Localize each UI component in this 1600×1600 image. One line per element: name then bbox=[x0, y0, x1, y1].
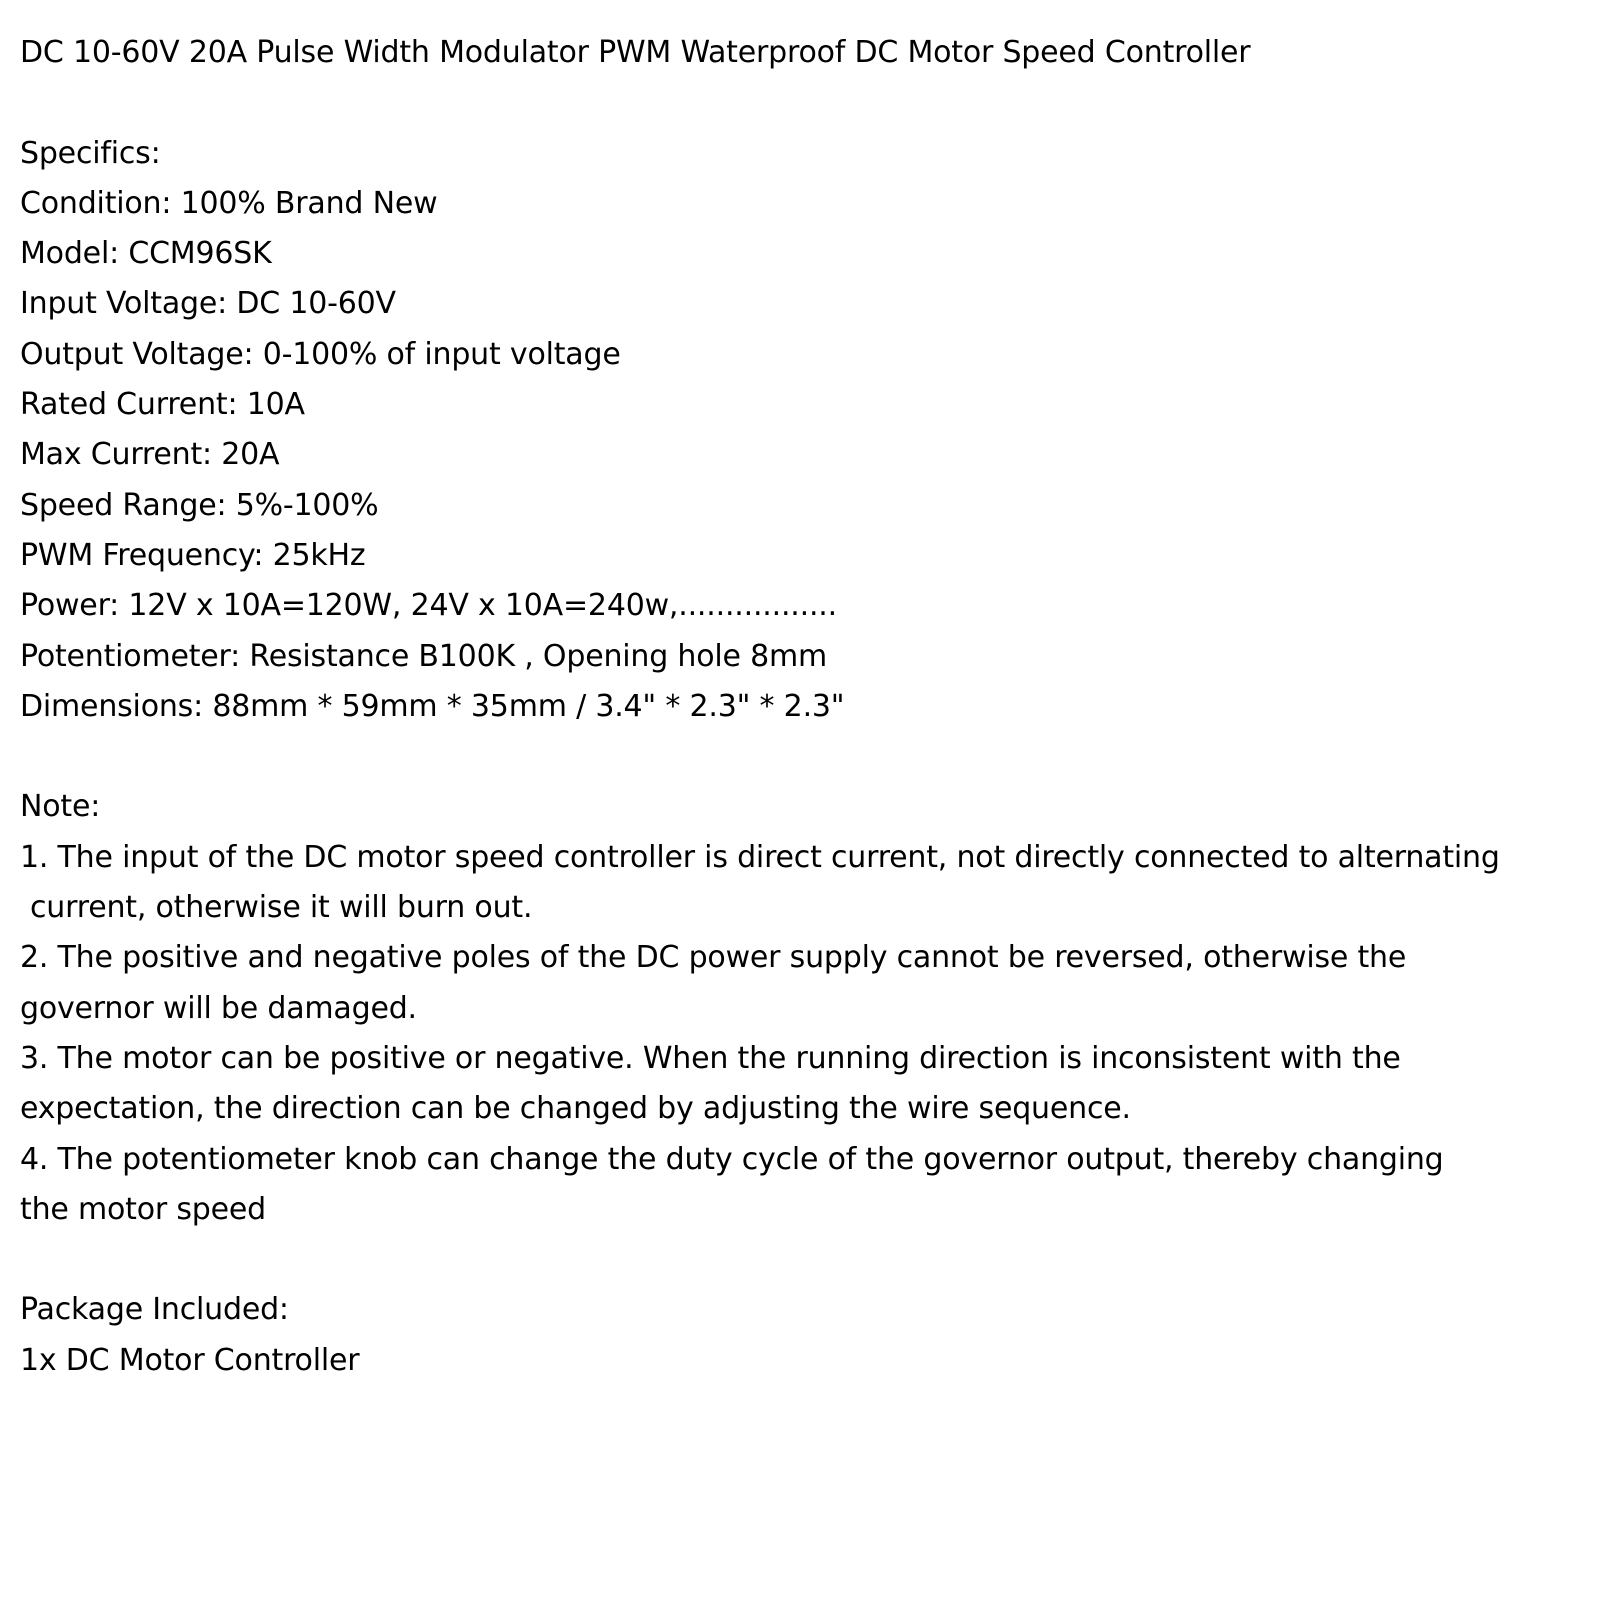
note-line: 1. The input of the DC motor speed controller is direct current, not directly connected to alternating bbox=[20, 839, 1500, 875]
note-line: 3. The motor can be positive or negative. When the running direction is inconsistent with the bbox=[20, 1040, 1401, 1076]
spacer bbox=[20, 1235, 1592, 1285]
package-heading: Package Included: bbox=[20, 1292, 289, 1328]
specifics-heading: Specifics: bbox=[20, 135, 161, 171]
package-item: 1x DC Motor Controller bbox=[20, 1342, 360, 1378]
note-line: current, otherwise it will burn out. bbox=[30, 890, 533, 926]
spec-rated-current: Rated Current: 10A bbox=[20, 387, 305, 423]
spec-pwm-frequency: PWM Frequency: 25kHz bbox=[20, 537, 366, 573]
spec-dimensions: Dimensions: 88mm * 59mm * 35mm / 3.4" * 2.3" * 2.3" bbox=[20, 688, 845, 724]
spec-max-current: Max Current: 20A bbox=[20, 437, 280, 473]
note-line: the motor speed bbox=[20, 1191, 266, 1227]
spacer bbox=[20, 78, 1592, 128]
spec-output-voltage: Output Voltage: 0-100% of input voltage bbox=[20, 336, 621, 372]
spec-power: Power: 12V x 10A=120W, 24V x 10A=240w,................. bbox=[20, 588, 837, 624]
spec-model: Model: CCM96SK bbox=[20, 236, 272, 272]
note-line: 2. The positive and negative poles of the DC power supply cannot be reversed, otherwise the bbox=[20, 940, 1407, 976]
note-line: 4. The potentiometer knob can change the duty cycle of the governor output, thereby changing bbox=[20, 1141, 1444, 1177]
spec-speed-range: Speed Range: 5%-100% bbox=[20, 487, 379, 523]
note-heading: Note: bbox=[20, 789, 101, 825]
spec-potentiometer: Potentiometer: Resistance B100K , Opening hole 8mm bbox=[20, 638, 828, 674]
spec-condition: Condition: 100% Brand New bbox=[20, 185, 438, 221]
product-title: DC 10-60V 20A Pulse Width Modulator PWM Waterproof DC Motor Speed Controller bbox=[20, 35, 1251, 70]
product-description bbox=[20, 28, 1592, 1386]
note-line: governor will be damaged. bbox=[20, 990, 417, 1026]
note-line: expectation, the direction can be changed by adjusting the wire sequence. bbox=[20, 1091, 1131, 1127]
spacer bbox=[20, 732, 1592, 782]
spec-input-voltage: Input Voltage: DC 10-60V bbox=[20, 286, 396, 322]
